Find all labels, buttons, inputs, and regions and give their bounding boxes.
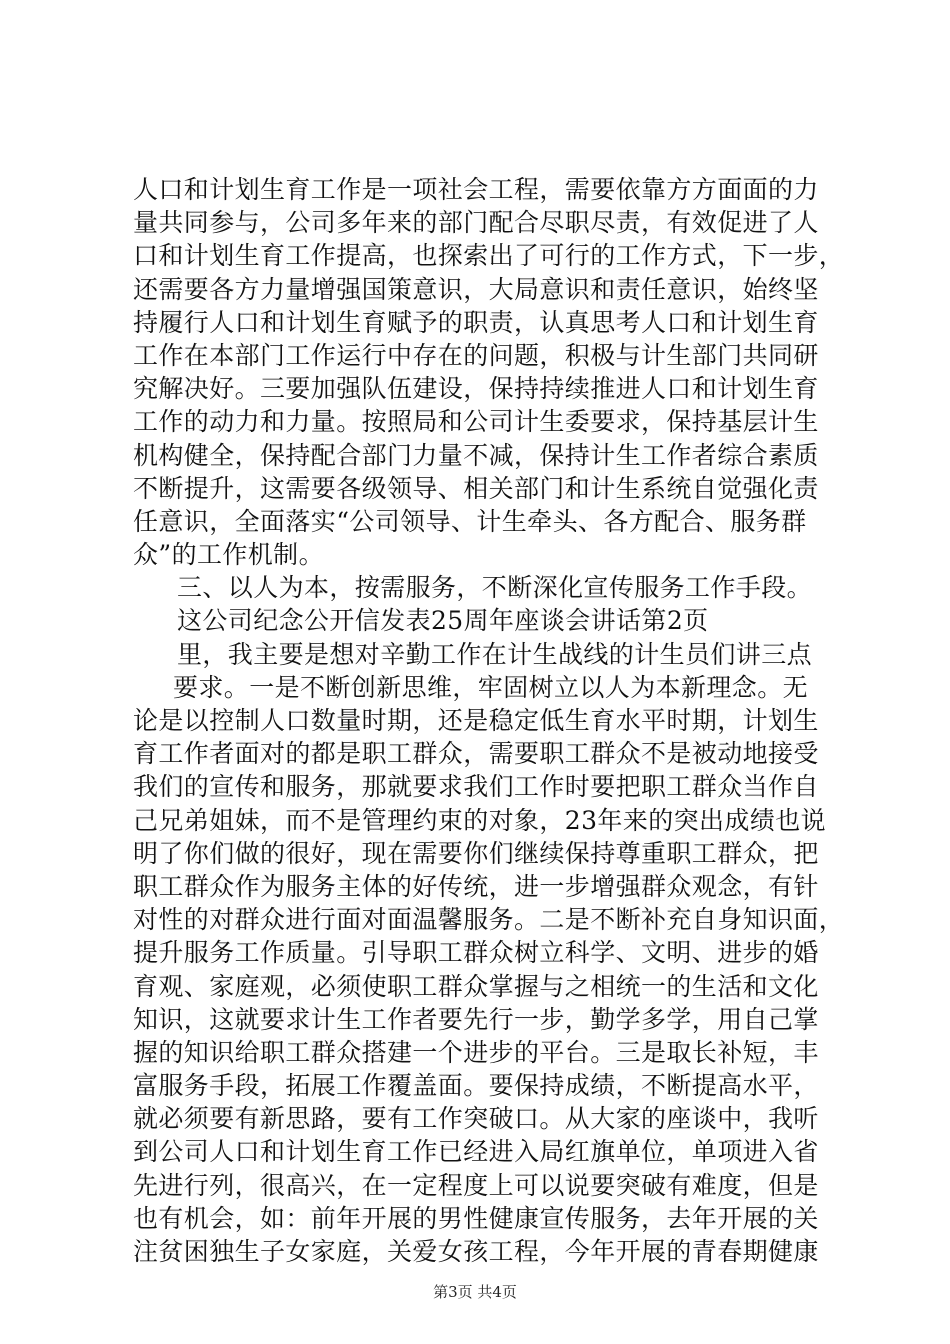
text-line: 持履行人口和计划生育赋予的职责，认真思考人口和计划生育 [133, 307, 819, 337]
section-heading: 三、以人为本，按需服务，不断深化宣传服务工作手段。 [177, 573, 813, 603]
text-line: 握的知识给职工群众搭建一个进步的平台。三是取长补短，丰 [133, 1037, 819, 1067]
text-line: 要求。一是不断创新思维，牢固树立以人为本新理念。无 [173, 672, 809, 702]
text-line: 里，我主要是想对辛勤工作在计生战线的计生员们讲三点 [177, 639, 813, 669]
text-line: 对性的对群众进行面对面温馨服务。二是不断补充自身知识面， [133, 905, 845, 935]
text-line: 机构健全，保持配合部门力量不减，保持计生工作者综合素质 [133, 440, 819, 470]
text-line: 知识，这就要求计生工作者要先行一步，勤学多学，用自己掌 [133, 1004, 819, 1034]
text-line: 到公司人口和计划生育工作已经进入局红旗单位，单项进入省 [133, 1137, 819, 1167]
text-line: 论是以控制人口数量时期，还是稳定低生育水平时期，计划生 [133, 706, 819, 735]
text-line: 富服务手段，拓展工作覆盖面。要保持成绩，不断提高水平， [133, 1071, 819, 1101]
text-line: 人口和计划生育工作是一项社会工程，需要依靠方方面面的力 [133, 175, 819, 204]
text-line: 我们的宣传和服务，那就要求我们工作时要把职工群众当作自 [133, 772, 819, 802]
text-line: 明了你们做的很好，现在需要你们继续保持尊重职工群众，把 [133, 838, 819, 868]
text-line: 先进行列，很高兴，在一定程度上可以说要突破有难度，但是 [133, 1170, 819, 1200]
text-line: 众”的工作机制。 [133, 540, 324, 570]
text-line: 量共同参与，公司多年来的部门配合尽职尽责，有效促进了人 [133, 208, 819, 238]
text-line: 任意识，全面落实“公司领导、计生牵头、各方配合、服务群 [133, 506, 807, 536]
text-line: 注贫困独生子女家庭，关爱女孩工程，今年开展的青春期健康 [133, 1237, 819, 1266]
text-line: 提升服务工作质量。引导职工群众树立科学、文明、进步的婚 [133, 938, 819, 968]
text-line: 不断提升，这需要各级领导、相关部门和计生系统自觉强化责 [133, 473, 819, 503]
text-line: 育工作者面对的都是职工群众，需要职工群众不是被动地接受 [133, 739, 819, 769]
text-line: 工作在本部门工作运行中存在的问题，积极与计生部门共同研 [133, 340, 819, 370]
text-line: 还需要各方力量增强国策意识，大局意识和责任意识，始终坚 [133, 274, 819, 304]
page-footer: 第3页 共4页 [433, 1283, 517, 1301]
text-line: 己兄弟姐妹，而不是管理约束的对象，23年来的突出成绩也说 [133, 805, 827, 835]
text-line: 职工群众作为服务主体的好传统，进一步增强群众观念，有针 [133, 871, 819, 901]
text-line: 究解决好。三要加强队伍建设，保持持续推进人口和计划生育 [133, 374, 819, 404]
text-line: 育观、家庭观，必须使职工群众掌握与之相统一的生活和文化 [133, 971, 819, 1001]
text-line: 口和计划生育工作提高，也探索出了可行的工作方式，下一步， [133, 241, 845, 271]
body-text [133, 173, 845, 1268]
text-line: 也有机会，如：前年开展的男性健康宣传服务，去年开展的关 [133, 1203, 819, 1233]
text-line: 这公司纪念公开信发表25周年座谈会讲话第2页 [177, 606, 709, 636]
text-line: 工作的动力和力量。按照局和公司计生委要求，保持基层计生 [133, 407, 819, 437]
text-line: 就必须要有新思路，要有工作突破口。从大家的座谈中，我听 [133, 1104, 819, 1134]
